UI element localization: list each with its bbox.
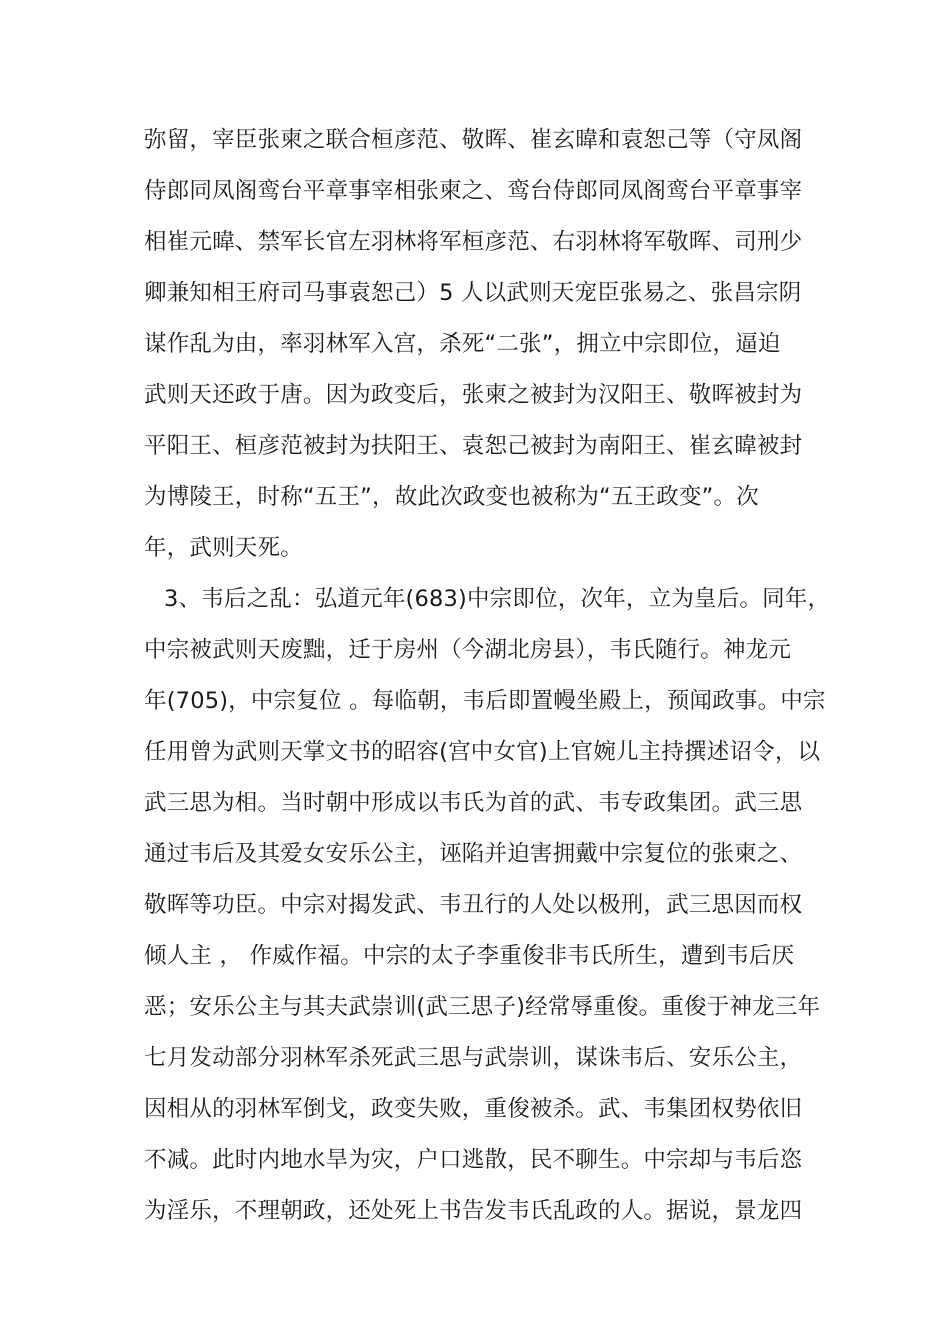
text-line: 为博陵王，时称“五王”，故此次政变也被称为“五王政变”。次: [144, 484, 759, 510]
text-line: 武三思为相。当时朝中形成以韦氏为首的武、韦专政集团。武三思: [144, 790, 803, 816]
text-line: 为淫乐，不理朝政，还处死上书告发韦氏乱政的人。据说，景龙四: [144, 1198, 803, 1224]
text-line: 相崔元暐、禁军长官左羽林将军桓彦范、右羽林将军敬晖、司刑少: [144, 229, 803, 255]
text-line: 不减。此时内地水旱为灾，户口逃散，民不聊生。中宗却与韦后恣: [144, 1147, 803, 1173]
text-line: 武则天还政于唐。因为政变后，张柬之被封为汉阳王、敬晖被封为: [144, 382, 803, 408]
text-line: 平阳王、桓彦范被封为扶阳王、袁恕己被封为南阳王、崔玄暐被封: [144, 433, 803, 459]
text-line: 弥留，宰臣张柬之联合桓彦范、敬晖、崔玄暐和袁恕己等（守凤阁: [144, 127, 803, 153]
text-line: 中宗被武则天废黜，迁于房州（今湖北房县），韦氏随行。神龙元: [144, 637, 792, 663]
text-line: 谋作乱为由，率羽林军入宫，杀死“二张”，拥立中宗即位，逼迫: [144, 331, 781, 357]
text-line: 通过韦后及其爱女安乐公主，诬陷并迫害拥戴中宗复位的张柬之、: [144, 841, 803, 867]
text-line: 任用曾为武则天掌文书的昭容(宫中女官)上官婉儿主持撰述诏令，以: [144, 739, 821, 765]
text-line: 年，武则天死。: [144, 535, 303, 561]
text-line: 卿兼知相王府司马事袁恕己）5 人以武则天宠臣张易之、张昌宗阴: [144, 280, 802, 306]
text-line: 七月发动部分羽林军杀死武三思与武崇训，谋诛韦后、安乐公主，: [144, 1045, 803, 1071]
text-line: 恶；安乐公主与其夫武崇训(武三思子)经常辱重俊。重俊于神龙三年: [144, 994, 821, 1020]
text-line: 3、韦后之乱：弘道元年(683)中宗即位，次年，立为皇后。同年，: [164, 586, 831, 612]
text-line: 年(705)，中宗复位 。每临朝，韦后即置幔坐殿上，预闻政事。中宗: [144, 688, 826, 714]
text-line: 因相从的羽林军倒戈，政变失败，重俊被杀。武、韦集团权势依旧: [144, 1096, 803, 1122]
text-line: 倾人主 ， 作威作福。中宗的太子李重俊非韦氏所生，遭到韦后厌: [144, 943, 795, 969]
text-line: 侍郎同凤阁鸾台平章事宰相张柬之、鸾台侍郎同凤阁鸾台平章事宰: [144, 178, 803, 204]
text-line: 敬晖等功臣。中宗对揭发武、韦丑行的人处以极刑，武三思因而权: [144, 892, 803, 918]
